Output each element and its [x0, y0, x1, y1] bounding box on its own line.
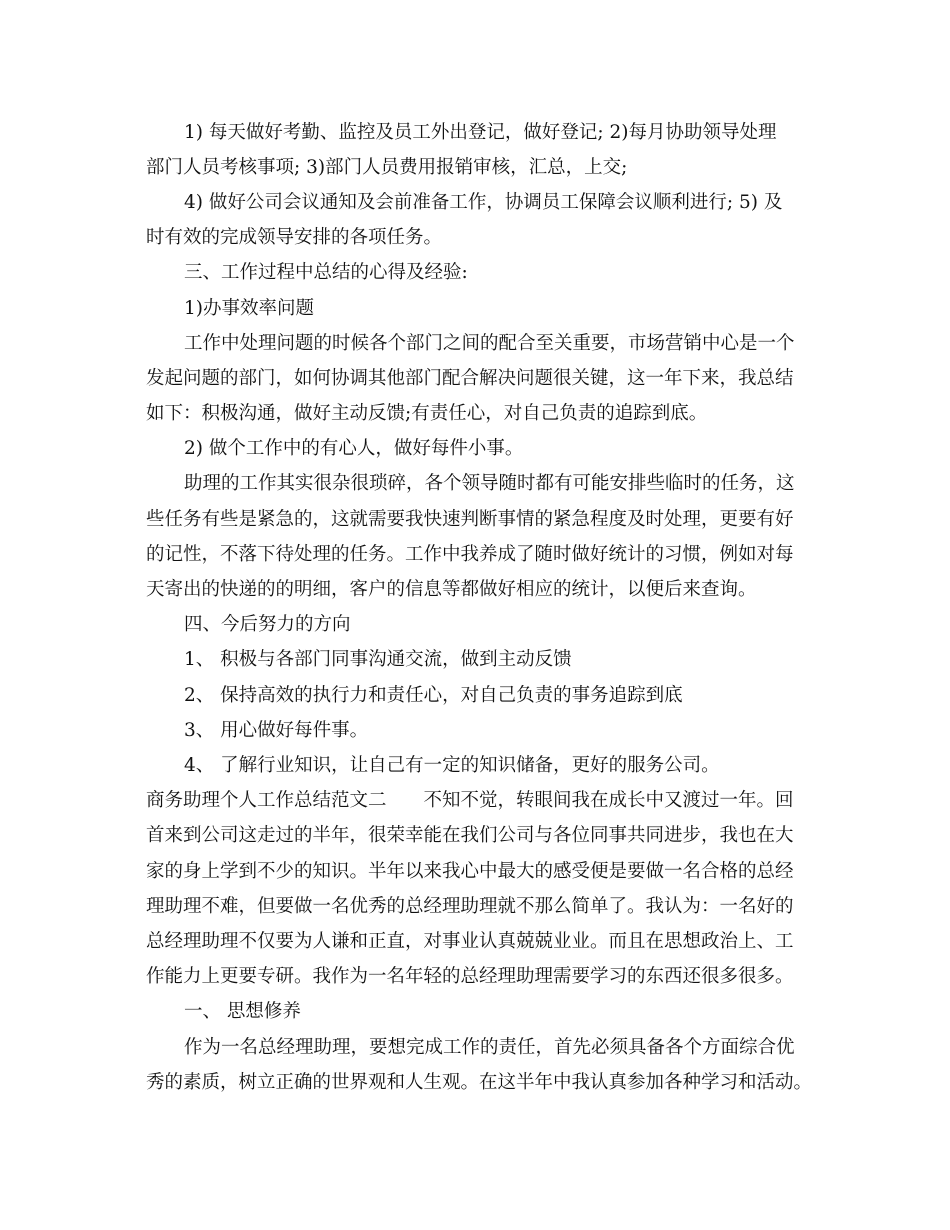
paragraph-line: 家的身上学到不少的知识。半年以来我心中最大的感受便是要做一名合格的总经 [146, 861, 794, 882]
subsection-heading: 1)办事效率问题 [184, 298, 314, 319]
paragraph-line: 1) 每天做好考勤、监控及员工外出登记，做好登记; 2)每月协助领导处理 [184, 122, 777, 143]
list-item: 4、 了解行业知识，让自己有一定的知识储备，更好的服务公司。 [184, 755, 720, 776]
paragraph-line: 助理的工作其实很杂很琐碎，各个领导随时都有可能安排些临时的任务，这 [184, 473, 795, 494]
paragraph-line: 作能力上更要专研。我作为一名年轻的总经理助理需要学习的东西还很多很多。 [146, 966, 794, 987]
paragraph-line: 作为一名总经理助理，要想完成工作的责任，首先必须具备各个方面综合优 [184, 1037, 795, 1058]
paragraph-line: 发起问题的部门，如何协调其他部门配合解决问题很关键，这一年下来，我总结 [146, 368, 794, 389]
paragraph-line: 理助理不难，但要做一名优秀的总经理助理就不那么简单了。我认为：一名好的 [146, 896, 794, 917]
list-item: 1、 积极与各部门同事沟通交流，做到主动反馈 [184, 649, 572, 670]
paragraph-line: 秀的素质，树立正确的世界观和人生观。在这半年中我认真参加各种学习和活动。 [146, 1072, 813, 1093]
section-heading: 三、工作过程中总结的心得及经验: [184, 262, 468, 283]
list-item: 2、 保持高效的执行力和责任心，对自己负责的事务追踪到底 [184, 685, 683, 706]
paragraph-line: 商务助理个人工作总结范文二 不知不觉，转眼间我在成长中又渡过一年。回 [146, 790, 794, 811]
paragraph-line: 天寄出的快递的的明细，客户的信息等都做好相应的统计，以便后来查询。 [146, 579, 757, 600]
list-item: 3、 用心做好每件事。 [184, 720, 369, 741]
paragraph-line: 4) 做好公司会议通知及会前准备工作，协调员工保障会议顺利进行; 5) 及 [184, 192, 783, 213]
paragraph-line: 部门人员考核事项; 3)部门人员费用报销审核，汇总，上交; [146, 157, 628, 178]
paragraph-line: 工作中处理问题的时候各个部门之间的配合至关重要，市场营销中心是一个 [184, 333, 795, 354]
section-heading: 四、今后努力的方向 [184, 614, 351, 635]
section-heading: 一、 思想修养 [184, 1001, 301, 1022]
subsection-heading: 2) 做个工作中的有心人，做好每件小事。 [184, 438, 524, 459]
paragraph-line: 的记性，不落下待处理的任务。工作中我养成了随时做好统计的习惯，例如对每 [146, 544, 794, 565]
paragraph-line: 时有效的完成领导安排的各项任务。 [146, 227, 443, 248]
paragraph-line: 首来到公司这走过的半年，很荣幸能在我们公司与各位同事共同进步，我也在大 [146, 825, 794, 846]
paragraph-line: 总经理助理不仅要为人谦和正直，对事业认真兢兢业业。而且在思想政治上、工 [146, 931, 794, 952]
paragraph-line: 如下：积极沟通，做好主动反馈;有责任心，对自己负责的追踪到底。 [146, 403, 708, 424]
paragraph-line: 些任务有些是紧急的，这就需要我快速判断事情的紧急程度及时处理，更要有好 [146, 509, 794, 530]
